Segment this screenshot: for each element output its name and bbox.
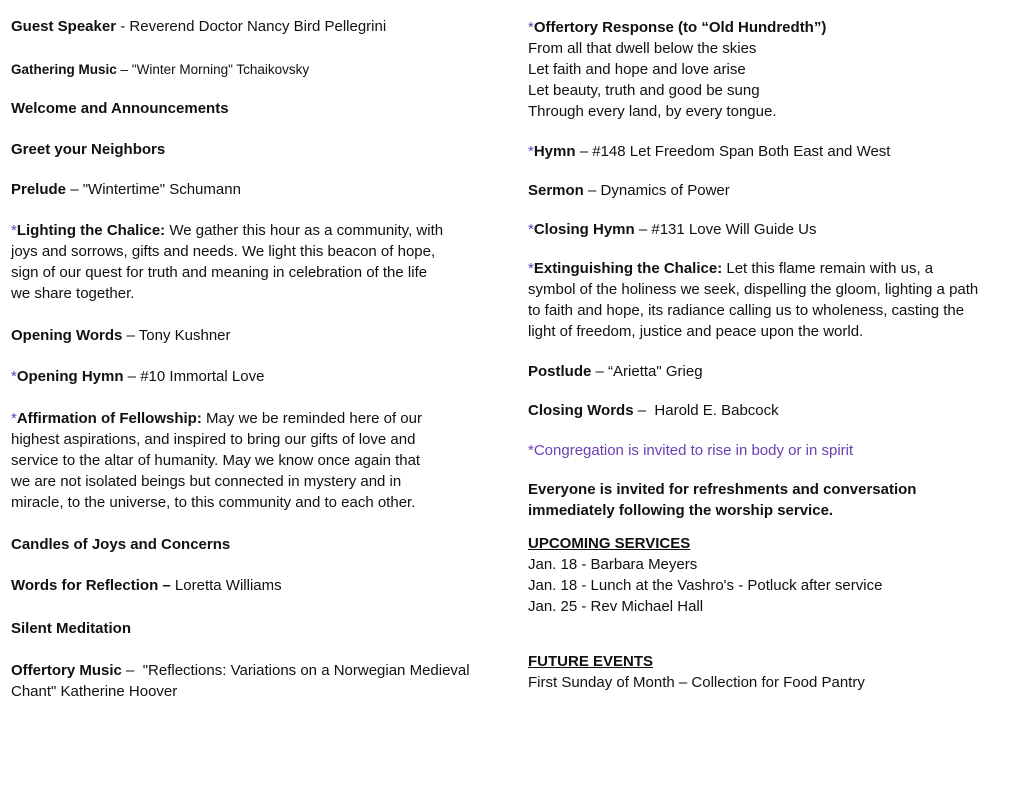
hymn-title: #148 Let Freedom Span Both East and West (592, 143, 891, 160)
verse-line: Through every land, by every tongue. (528, 103, 777, 120)
reading-line: Let this flame remain with us, a (722, 260, 934, 277)
greet-heading (11, 139, 165, 160)
separator: – (122, 327, 139, 344)
future-events-heading: FUTURE EVENTS (528, 653, 654, 670)
sermon (528, 180, 730, 201)
separator: – (633, 402, 655, 419)
refreshments-notice (528, 479, 916, 521)
separator: – (583, 182, 601, 199)
reading-line: highest aspirations, and inspired to bring our gifts of love and (11, 431, 416, 448)
prelude-piece: "Wintertime" Schumann (82, 181, 241, 198)
upcoming-service-item: Jan. 18 - Barbara Meyers (528, 556, 698, 573)
rise-asterisk: * (528, 19, 534, 36)
reading-line: miracle, to the universe, to this community and to each other. (11, 494, 416, 511)
rise-asterisk: * (528, 221, 534, 238)
separator: – (121, 662, 143, 679)
closing-words-author: Harold E. Babcock (654, 402, 779, 419)
postlude (528, 361, 703, 382)
closing-words-label: Closing Words (528, 402, 634, 419)
hymn-label: Hymn (533, 143, 576, 160)
candles-heading (11, 534, 230, 555)
closing-hymn-title: #131 Love Will Guide Us (651, 221, 817, 238)
separator: – (66, 181, 83, 198)
reading-line: service to the altar of humanity. May we know once again that (11, 452, 421, 469)
reading-line: light of freedom, justice and peace upon the world. (528, 323, 864, 340)
lighting-chalice-label: Lighting the Chalice: (16, 222, 166, 239)
silent-meditation-label: Silent Meditation (11, 620, 131, 637)
postlude-piece: “Arietta" Grieg (608, 363, 703, 380)
gathering-music-label: Gathering Music (11, 62, 117, 77)
closing-hymn-label: Closing Hymn (533, 221, 635, 238)
closing-words (528, 400, 779, 421)
offertory-response-label: Offertory Response (to “Old Hundredth”) (533, 19, 827, 36)
separator: - (116, 18, 130, 35)
opening-words (11, 325, 231, 346)
offertory-music-piece: "Reflections: Variations on a Norwegian Medieval (142, 662, 470, 679)
reading-line: We gather this hour as a community, with (165, 222, 444, 239)
reading-line: May we be reminded here of our (201, 410, 422, 427)
guest-speaker (11, 16, 386, 37)
affirmation (11, 408, 422, 513)
offertory-music-composer: Chant" Katherine Hoover (11, 683, 178, 700)
rise-asterisk: * (528, 143, 534, 160)
refreshments-line: immediately following the worship service. (528, 502, 834, 519)
separator: – (634, 221, 652, 238)
reading-line: joys and sorrows, gifts and needs. We light this beacon of hope, (11, 243, 436, 260)
upcoming-services-heading: UPCOMING SERVICES (528, 535, 691, 552)
closing-hymn (528, 219, 816, 240)
congregation-note: *Congregation is invited to rise in body or in spirit (528, 442, 854, 459)
opening-words-label: Opening Words (11, 327, 123, 344)
prelude-label: Prelude (11, 181, 67, 198)
reading-line: to faith and hope, its radiance calling us to wholeness, casting the (528, 302, 965, 319)
gathering-music (11, 59, 309, 80)
future-events (528, 651, 865, 693)
sermon-title: Dynamics of Power (600, 182, 730, 199)
extinguishing-chalice (528, 258, 978, 342)
guest-speaker-name: Reverend Doctor Nancy Bird Pellegrini (129, 18, 387, 35)
verse-line: Let faith and hope and love arise (528, 61, 746, 78)
words-reflection-label: Words for Reflection – (11, 577, 171, 594)
hymn (528, 141, 890, 162)
affirmation-label: Affirmation of Fellowship: (16, 410, 202, 427)
offertory-music (11, 660, 470, 702)
upcoming-services (528, 533, 882, 617)
offertory-music-label: Offertory Music (11, 662, 122, 679)
reading-line: symbol of the holiness we seek, dispelling the gloom, lighting a path (528, 281, 979, 298)
opening-hymn-title: #10 Immortal Love (140, 368, 265, 385)
words-reflection-author: Loretta Williams (170, 577, 282, 594)
extinguishing-label: Extinguishing the Chalice: (533, 260, 723, 277)
postlude-label: Postlude (528, 363, 592, 380)
words-for-reflection (11, 575, 282, 596)
verse-line: Let beauty, truth and good be sung (528, 82, 760, 99)
candles-label: Candles of Joys and Concerns (11, 536, 231, 553)
reading-line: we share together. (11, 285, 135, 302)
reading-line: sign of our quest for truth and meaning in celebration of the life (11, 264, 428, 281)
opening-hymn-label: Opening Hymn (16, 368, 124, 385)
lighting-chalice (11, 220, 443, 304)
separator: – (591, 363, 609, 380)
rise-asterisk: * (11, 222, 17, 239)
guest-speaker-label: Guest Speaker (11, 18, 117, 35)
rise-asterisk: * (528, 260, 534, 277)
silent-meditation (11, 618, 131, 639)
verse-line: From all that dwell below the skies (528, 40, 757, 57)
upcoming-service-item: Jan. 18 - Lunch at the Vashro's - Potluck after service (528, 577, 883, 594)
welcome-label: Welcome and Announcements (11, 100, 229, 117)
gathering-music-piece: "Winter Morning" Tchaikovsky (131, 62, 310, 77)
reading-line: we are not isolated beings but connected in mystery and in (11, 473, 402, 490)
separator: – (123, 368, 141, 385)
upcoming-service-item: Jan. 25 - Rev Michael Hall (528, 598, 704, 615)
opening-hymn (11, 366, 264, 387)
separator: – (116, 62, 132, 77)
future-event-item: First Sunday of Month – Collection for Food Pantry (528, 674, 865, 691)
sermon-label: Sermon (528, 182, 584, 199)
welcome-heading (11, 98, 229, 119)
opening-words-author: Tony Kushner (138, 327, 231, 344)
prelude (11, 179, 241, 200)
rise-asterisk: * (11, 368, 17, 385)
offertory-response (528, 17, 826, 122)
greet-label: Greet your Neighbors (11, 141, 166, 158)
separator: – (575, 143, 593, 160)
refreshments-line: Everyone is invited for refreshments and conversation (528, 481, 917, 498)
rise-asterisk: * (11, 410, 17, 427)
